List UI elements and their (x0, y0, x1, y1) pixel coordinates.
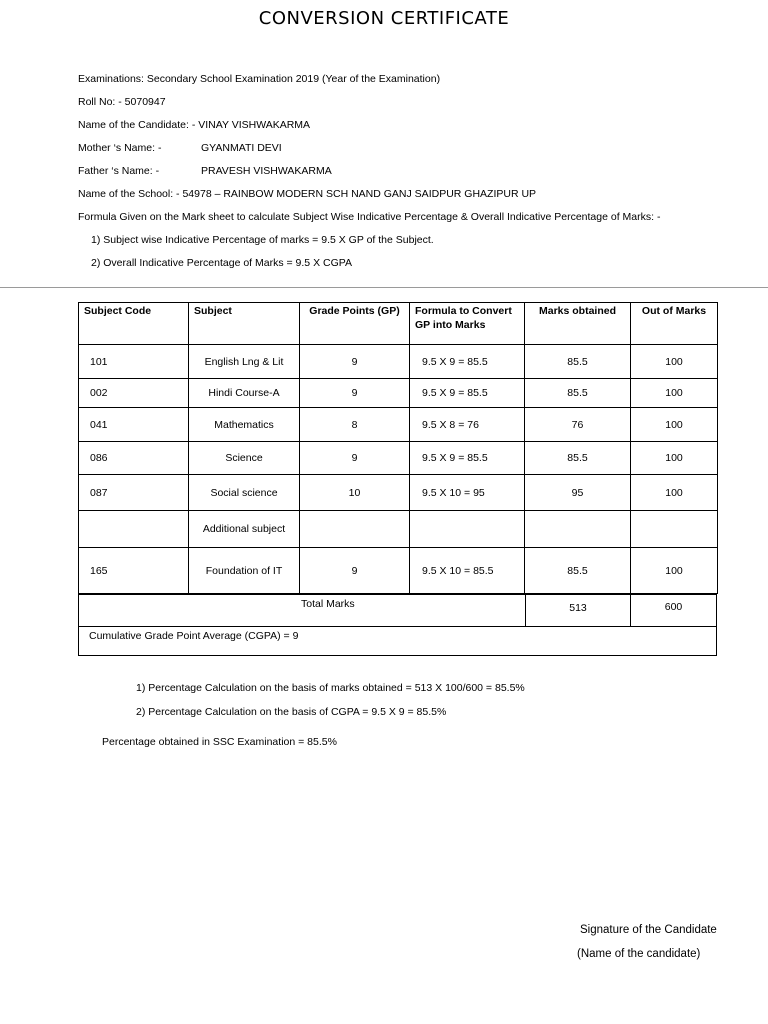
cell-gp: 9 (300, 548, 410, 594)
cell-out-of: 100 (631, 548, 718, 594)
cell-formula: 9.5 X 10 = 95 (410, 475, 525, 511)
cell-marks: 76 (525, 408, 631, 442)
cell-out-of: 100 (631, 345, 718, 379)
cell-marks: 85.5 (525, 345, 631, 379)
cell-subject: Additional subject (189, 511, 300, 548)
cell-out-of: 100 (631, 408, 718, 442)
cell-gp (300, 511, 410, 548)
cell-code (79, 511, 189, 548)
cell-gp: 8 (300, 408, 410, 442)
table-row (79, 379, 718, 408)
father-name-line (78, 165, 332, 177)
mother-name-line (78, 142, 282, 154)
table-row (79, 475, 718, 511)
cell-gp: 9 (300, 442, 410, 475)
cell-marks (525, 511, 631, 548)
formula-subject-wise: 1) Subject wise Indicative Percentage of marks = 9.5 X GP of the Subject. (91, 234, 434, 246)
cell-marks: 85.5 (525, 442, 631, 475)
cell-code: 002 (79, 379, 189, 408)
header-out-of: Out of Marks (631, 303, 718, 345)
cell-formula (410, 511, 525, 548)
cell-code: 086 (79, 442, 189, 475)
header-formula: Formula to Convert GP into Marks (410, 303, 525, 345)
table-row (79, 511, 718, 548)
table-header-row (79, 303, 718, 345)
roll-number-line: Roll No: - 5070947 (78, 96, 166, 108)
school-name-line: Name of the School: - 54978 – RAINBOW MODERN SCH NAND GANJ SAIDPUR GHAZIPUR UP (78, 188, 537, 200)
table-row (79, 548, 718, 594)
table-row (79, 345, 718, 379)
cell-marks: 85.5 (525, 548, 631, 594)
cell-out-of: 100 (631, 379, 718, 408)
percentage-obtained: Percentage obtained in SSC Examination = 85.5% (102, 736, 337, 748)
cgpa-text: Cumulative Grade Point Average (CGPA) = 9 (89, 630, 299, 642)
cell-code: 087 (79, 475, 189, 511)
candidate-name-hint: (Name of the candidate) (577, 948, 701, 960)
cell-out-of: 100 (631, 475, 718, 511)
header-subject: Subject (189, 303, 300, 345)
table-row (79, 408, 718, 442)
cell-marks: 95 (525, 475, 631, 511)
cell-gp: 9 (300, 379, 410, 408)
formula-intro: Formula Given on the Mark sheet to calculate Subject Wise Indicative Percentage & Overall Indicative Percentage of Marks: - (78, 211, 661, 223)
cell-subject: Foundation of IT (189, 548, 300, 594)
father-name-value: PRAVESH VISHWAKARMA (201, 165, 332, 177)
total-marks-row (78, 594, 717, 627)
total-marks-out-of: 600 (664, 601, 683, 613)
header-marks-obtained: Marks obtained (525, 303, 631, 345)
cell-code: 041 (79, 408, 189, 442)
cell-formula: 9.5 X 9 = 85.5 (410, 442, 525, 475)
cell-formula: 9.5 X 9 = 85.5 (410, 379, 525, 408)
cell-subject: Hindi Course-A (189, 379, 300, 408)
mother-name-label: Mother ‘s Name: - (78, 142, 162, 154)
cell-marks: 85.5 (525, 379, 631, 408)
cell-formula: 9.5 X 8 = 76 (410, 408, 525, 442)
total-marks-label: Total Marks (301, 598, 355, 610)
header-subject-code: Subject Code (79, 303, 189, 345)
examinations-line: Examinations: Secondary School Examination 2019 (Year of the Examination) (78, 73, 441, 85)
percentage-calc-marks: 1) Percentage Calculation on the basis of marks obtained = 513 X 100/600 = 85.5% (136, 682, 525, 694)
percentage-calc-cgpa: 2) Percentage Calculation on the basis of CGPA = 9.5 X 9 = 85.5% (136, 706, 447, 718)
cell-subject: Mathematics (189, 408, 300, 442)
total-marks-obtained: 513 (569, 602, 587, 614)
cell-out-of: 100 (631, 442, 718, 475)
table-row (79, 442, 718, 475)
mother-name-value: GYANMATI DEVI (201, 142, 282, 154)
candidate-name-line: Name of the Candidate: - VINAY VISHWAKARMA (78, 119, 311, 131)
cell-code: 101 (79, 345, 189, 379)
cell-code: 165 (79, 548, 189, 594)
cell-subject: Social science (189, 475, 300, 511)
formula-overall: 2) Overall Indicative Percentage of Marks = 9.5 X CGPA (91, 257, 352, 269)
marks-table (78, 302, 718, 594)
cell-formula: 9.5 X 10 = 85.5 (410, 548, 525, 594)
cgpa-row (78, 626, 717, 656)
section-divider (0, 287, 768, 288)
document-title: CONVERSION CERTIFICATE (258, 8, 510, 29)
cell-subject: English Lng & Lit (189, 345, 300, 379)
cell-gp: 9 (300, 345, 410, 379)
header-grade-points: Grade Points (GP) (300, 303, 410, 345)
cell-out-of (631, 511, 718, 548)
cell-subject: Science (189, 442, 300, 475)
cell-formula: 9.5 X 9 = 85.5 (410, 345, 525, 379)
cell-gp: 10 (300, 475, 410, 511)
father-name-label: Father ‘s Name: - (78, 165, 160, 177)
signature-label: Signature of the Candidate (580, 924, 717, 936)
